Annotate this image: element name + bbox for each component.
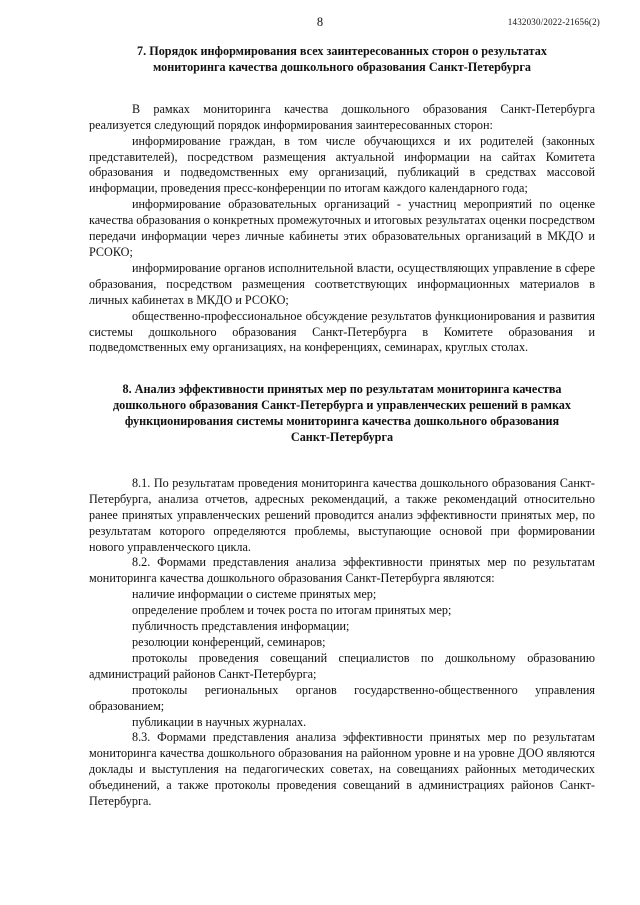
heading-line: дошкольного образования Санкт-Петербурга и управленческих решений в рамках [113, 398, 571, 413]
document-number: 1432030/2022-21656(2) [507, 17, 600, 27]
section-7-heading [89, 44, 595, 76]
list-item: резолюции конференций, семинаров; [132, 635, 326, 649]
heading-line: 7. Порядок информирования всех заинтересованных сторон о результатах [137, 44, 547, 58]
paragraph: информирование образовательных организаций - участниц мероприятий по оценке качества образования о конкретных промежуточных и итоговых результатах оценки посредством передачи информации через личные кабинеты этих образовательных организаций в МКДО и РСОКО; [89, 197, 595, 259]
paragraph: информирование органов исполнительной власти, осуществляющих управление в сфере образования, посредством размещения соответствующих информационных материалов в личных кабинетах в МКДО и РСОКО; [89, 260, 595, 307]
paragraph: 8.2. Формами представления анализа эффективности принятых мер по результатам мониторинга качества дошкольного образования Санкт-Петербурга являются: [89, 555, 595, 586]
paragraph: В рамках мониторинга качества дошкольного образования Санкт-Петербурга реализуется следующий порядок информирования заинтересованных сторон: [89, 101, 595, 132]
page-number: 8 [316, 15, 324, 29]
paragraph: информирование граждан, в том числе обучающихся и их родителей (законных представителей), посредством размещения актуальной информации на сайтах Комитета образования и подведомственных ему организаций, публикаций в средствах массовой информации, проведения пресс-конференции по итогам каждого календарного года; [89, 133, 595, 196]
list-item: публичность представления информации; [132, 619, 350, 634]
list-item: публикации в научных журналах. [132, 714, 307, 729]
list-item: определение проблем и точек роста по итогам принятых мер; [132, 603, 452, 618]
heading-line: функционирования системы мониторинга качества дошкольного образования [124, 414, 560, 429]
paragraph: 8.3. Формами представления анализа эффективности принятых мер по результатам мониторинга качества дошкольного образования на районном уровне и на уровне ДОО являются доклады и выступления на педагогических советах, на совещаниях районных методических объединений, а также протоколы проведения совещаний в администрациях районов Санкт-Петербурга. [89, 730, 595, 809]
heading-line: 8. Анализ эффективности принятых мер по результатам мониторинга качества [122, 382, 562, 397]
list-item: наличие информации о системе принятых мер; [132, 587, 377, 602]
paragraph: 8.1. По результатам проведения мониторинга качества дошкольного образования Санкт-Петербурга, анализа отчетов, адресных рекомендаций, а также рекомендаций относительно ранее принятых управленческих решений проводится анализ эффективности принятых мер, по результатам которого определяются проблемы, выступающие основой при формировании нового управленческого цикла. [89, 475, 595, 554]
list-item: протоколы проведения совещаний специалистов по дошкольному образованию администраций районов Санкт-Петербурга; [89, 650, 595, 681]
section-8-heading [89, 382, 595, 446]
heading-line: мониторинга качества дошкольного образования Санкт-Петербурга [152, 59, 531, 74]
page-content [89, 44, 595, 810]
heading-line: Санкт-Петербурга [290, 430, 394, 445]
paragraph: общественно-профессиональное обсуждение результатов функционирования и развития системы дошкольного образования Санкт-Петербурга в Комитете образования и подведомственных ему организациях, на конференциях, семинарах, круглых столах. [89, 308, 595, 355]
list-item: протоколы региональных органов государственно-общественного управления образованием; [89, 682, 595, 713]
